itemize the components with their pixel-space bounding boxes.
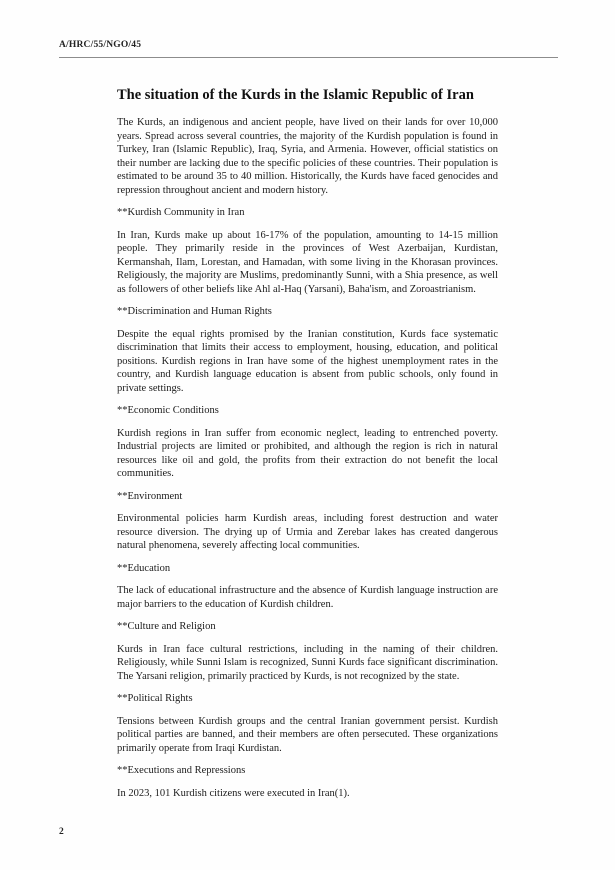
section-heading: **Environment [117,490,183,502]
section-heading: **Education [117,562,171,574]
section-heading: **Executions and Repressions [117,765,246,776]
body-paragraph: In 2023, 101 Kurdish citizens were executed in Iran(1). [117,787,350,799]
document-symbol: A/HRC/55/NGO/45 [59,40,142,50]
section-heading: **Economic Conditions [117,405,219,416]
page-title: The situation of the Kurds in the Islamic Republic of Iran [117,87,474,103]
body-paragraph: Environmental policies harm Kurdish areas, including forest destruction and water resource diversion. The drying up of Urmia and Zerebar lakes has created dangerous natural phenomena, severely affecting local communities. [117,513,498,551]
header-divider [59,57,558,58]
section-heading: **Kurdish Community in Iran [117,207,245,218]
body-paragraph: The Kurds, an indigenous and ancient people, have lived on their lands for over 10,000 years. Spread across several countries, the majority of the Kurdish population is found in Turkey, Iran (Islamic Republic), Iraq, Syria, and Armenia. However, official statistics on their number are lacking due to the specific policies of these countries. Their population is estimated to be around 35 to 40 million. Historically, the Kurds have faced genocides and repression throughout ancient and modern history. [117,117,498,196]
body-paragraph: The lack of educational infrastructure and the absence of Kurdish language instruction are major barriers to the education of Kurdish children. [117,585,498,610]
body-paragraph: Tensions between Kurdish groups and the central Iranian government persist. Kurdish political parties are banned, and their members are often persecuted. These organizations primarily operate from Iraqi Kurdistan. [117,715,498,754]
section-heading: **Culture and Religion [117,621,216,632]
body-paragraph: Kurds in Iran face cultural restrictions, including in the naming of their children. Religiously, while Sunni Islam is recognized, Sunni Kurds face significant discrimination. The Yarsani religion, primarily practiced by Kurds, is not recognized by the state. [117,643,498,682]
section-heading: **Discrimination and Human Rights [117,306,272,317]
page-number: 2 [59,827,64,837]
document-body [117,86,498,809]
section-heading: **Political Rights [117,693,193,704]
body-paragraph: Kurdish regions in Iran suffer from economic neglect, leading to entrenched poverty. Industrial projects are limited or prohibited, and although the region is rich in natural resources like oil and gold, the profits from their extraction do not benefit the local communities. [117,427,498,479]
body-paragraph: In Iran, Kurds make up about 16-17% of the population, amounting to 14-15 million people. They primarily reside in the provinces of West Azerbaijan, Kurdistan, Kermanshah, Ilam, Lorestan, and Hamadan, with some living in the Khorasan provinces. Religiously, the majority are Muslims, predominantly Sunni, with a Shia presence, as well as followers of other beliefs like Ahl al-Haq (Yarsani), Baha'ism, and Zoroastrianism. [117,229,498,295]
body-paragraph: Despite the equal rights promised by the Iranian constitution, Kurds face systematic discrimination that limits their access to employment, housing, education, and political positions. Kurdish regions in Iran have some of the highest unemployment rates in the country, and Kurdish language education is absent from public schools, only found in private settings. [117,328,498,394]
